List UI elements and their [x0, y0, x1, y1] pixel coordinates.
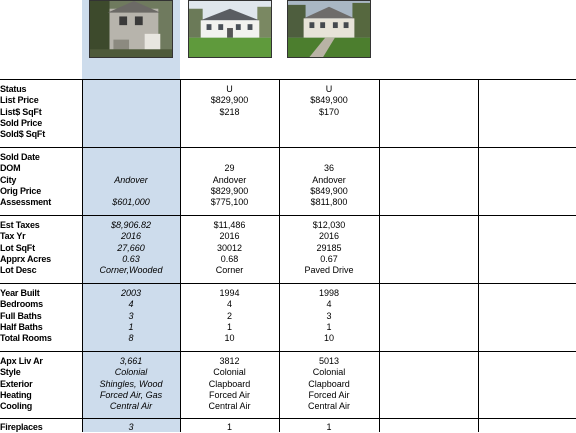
- subject-value: Andover: [114, 174, 148, 185]
- house-photo-subject[interactable]: [89, 0, 173, 58]
- comp-1-value: 0.68: [220, 253, 239, 264]
- table-row: [0, 243, 576, 254]
- table-row: [0, 107, 576, 118]
- table-row: [0, 333, 576, 344]
- row-label: Full Baths: [0, 310, 42, 321]
- comp-2-value: Central Air: [307, 401, 351, 412]
- table-row: [0, 152, 576, 163]
- comp-2-value: $849,900: [310, 95, 348, 106]
- row-divider: [0, 147, 576, 148]
- subject-value: 3: [128, 310, 134, 321]
- comp-2-value: $12,030: [312, 220, 346, 230]
- comp-2-value: U: [325, 84, 333, 94]
- comp-2-value: Paved Drive: [304, 265, 354, 276]
- table-row: [0, 288, 576, 299]
- table-row: [0, 367, 576, 378]
- house-photo-comp-1-image: [189, 1, 271, 57]
- row-label: Sold Date: [0, 152, 40, 162]
- table-row: [0, 356, 576, 367]
- comp-2-value: 4: [326, 299, 332, 310]
- house-photo-comp-2-image: [288, 1, 370, 57]
- photo-strip: [0, 0, 576, 79]
- table-row: [0, 220, 576, 231]
- comp-1-value: 30012: [216, 242, 243, 253]
- row-label: Lot SqFt: [0, 242, 35, 253]
- row-divider: [0, 283, 576, 284]
- table-section: [0, 288, 576, 344]
- table-row: [0, 322, 576, 333]
- row-label: Apx Liv Ar: [0, 356, 43, 366]
- comp-1-value: $775,100: [210, 197, 249, 208]
- comp-1-value: Central Air: [208, 401, 251, 412]
- comp-1-value: 4: [226, 299, 232, 310]
- table-row: [0, 379, 576, 390]
- comp-1-value: $11,486: [213, 220, 246, 230]
- subject-value: 0.63: [122, 253, 140, 264]
- row-label: List Price: [0, 95, 39, 106]
- comp-2-value: Forced Air: [308, 389, 350, 400]
- row-label: Est Taxes: [0, 220, 40, 230]
- comp-1-value: $829,900: [210, 185, 249, 196]
- row-label: Half Baths: [0, 321, 43, 332]
- table-row: [0, 311, 576, 322]
- table-row: [0, 422, 576, 433]
- comp-1-value: U: [226, 84, 233, 94]
- house-photo-comp-2[interactable]: [287, 0, 371, 58]
- subject-value: 2016: [120, 231, 142, 242]
- row-label: Cooling: [0, 401, 33, 412]
- comp-1-value: 2: [226, 310, 232, 321]
- house-photo-comp-1[interactable]: [188, 0, 272, 58]
- table-row: [0, 129, 576, 140]
- table-section: [0, 84, 576, 140]
- row-label: Total Rooms: [0, 333, 52, 344]
- subject-value: 1: [128, 321, 134, 332]
- comp-1-value: 29: [224, 163, 235, 174]
- comp-2-value: 3: [326, 310, 332, 321]
- comp-2-value: Colonial: [312, 367, 346, 378]
- row-label: DOM: [0, 163, 21, 174]
- subject-value: 27,660: [117, 242, 145, 253]
- comp-1-value: Corner: [215, 265, 244, 276]
- subject-value: 3,661: [119, 356, 143, 366]
- comp-1-value: 1994: [219, 288, 240, 298]
- row-label: Bedrooms: [0, 299, 43, 310]
- comp-1-value: 3812: [219, 356, 240, 366]
- subject-value: Central Air: [109, 401, 153, 412]
- row-label: Assessment: [0, 197, 52, 208]
- comp-2-value: 1: [326, 321, 332, 332]
- comp-1-value: 10: [224, 333, 235, 344]
- row-label: Style: [0, 367, 21, 378]
- table-row: [0, 390, 576, 401]
- comp-1-value: $218: [219, 106, 240, 117]
- row-label: Heating: [0, 389, 32, 400]
- table-row: [0, 254, 576, 265]
- row-label: Sold Price: [0, 117, 43, 128]
- subject-value: Colonial: [114, 367, 148, 378]
- row-label: Sold$ SqFt: [0, 129, 45, 140]
- row-divider: [0, 418, 576, 419]
- row-divider: [0, 79, 576, 80]
- row-label: Lot Desc: [0, 265, 37, 276]
- table-section: [0, 422, 576, 433]
- row-label: Status: [0, 84, 27, 94]
- row-label: Year Built: [0, 288, 40, 298]
- table-row: [0, 118, 576, 129]
- comp-1-value: 2016: [219, 231, 240, 242]
- row-label: Fireplaces: [0, 422, 43, 432]
- comp-2-value: $811,800: [310, 197, 348, 208]
- row-divider: [0, 215, 576, 216]
- row-divider: [0, 351, 576, 352]
- comp-2-value: 0.67: [320, 253, 338, 264]
- table-section: [0, 356, 576, 412]
- table-section: [0, 220, 576, 276]
- table-row: [0, 401, 576, 412]
- table-row: [0, 95, 576, 106]
- house-photo-subject-image: [90, 1, 172, 57]
- table-section: [0, 152, 576, 208]
- row-label: Apprx Acres: [0, 253, 51, 264]
- comp-2-value: 1998: [318, 288, 340, 298]
- comp-1-value: Clapboard: [208, 378, 251, 389]
- table-row: [0, 163, 576, 174]
- comp-2-value: 10: [323, 333, 334, 344]
- comp-2-value: 36: [323, 163, 334, 174]
- comp-2-value: $170: [318, 106, 340, 117]
- subject-value: 4: [128, 299, 134, 310]
- row-label: List$ SqFt: [0, 106, 42, 117]
- subject-value: Forced Air, Gas: [99, 389, 163, 400]
- comp-1-value: 1: [226, 422, 232, 432]
- row-label: Orig Price: [0, 185, 42, 196]
- subject-value: 8: [128, 333, 134, 344]
- subject-value: Corner,Wooded: [99, 265, 163, 276]
- comp-1-value: Forced Air: [208, 389, 250, 400]
- subject-value: $601,000: [112, 197, 150, 208]
- table-row: [0, 197, 576, 208]
- comp-2-value: Andover: [312, 174, 346, 185]
- row-label: Tax Yr: [0, 231, 26, 242]
- subject-value: $8,906.82: [110, 220, 152, 230]
- subject-value: Shingles, Wood: [99, 378, 163, 389]
- subject-value: 2003: [120, 288, 142, 298]
- table-row: [0, 186, 576, 197]
- comp-1-value: $829,900: [210, 95, 249, 106]
- table-row: [0, 175, 576, 186]
- table-row: [0, 231, 576, 242]
- subject-value: 3: [128, 422, 134, 432]
- table-row: [0, 84, 576, 95]
- row-label: Exterior: [0, 378, 33, 389]
- comp-2-value: Clapboard: [308, 378, 350, 389]
- comp-1-value: Andover: [212, 174, 247, 185]
- comp-2-value: 2016: [318, 231, 340, 242]
- comp-2-value: 5013: [318, 356, 340, 366]
- comp-1-value: 1: [226, 321, 232, 332]
- table-row: [0, 265, 576, 276]
- table-row: [0, 299, 576, 310]
- comp-1-value: Colonial: [213, 367, 246, 378]
- comp-2-value: 29185: [316, 242, 342, 253]
- comp-2-value: 1: [326, 422, 332, 432]
- comp-2-value: $849,900: [310, 185, 348, 196]
- row-label: City: [0, 174, 17, 185]
